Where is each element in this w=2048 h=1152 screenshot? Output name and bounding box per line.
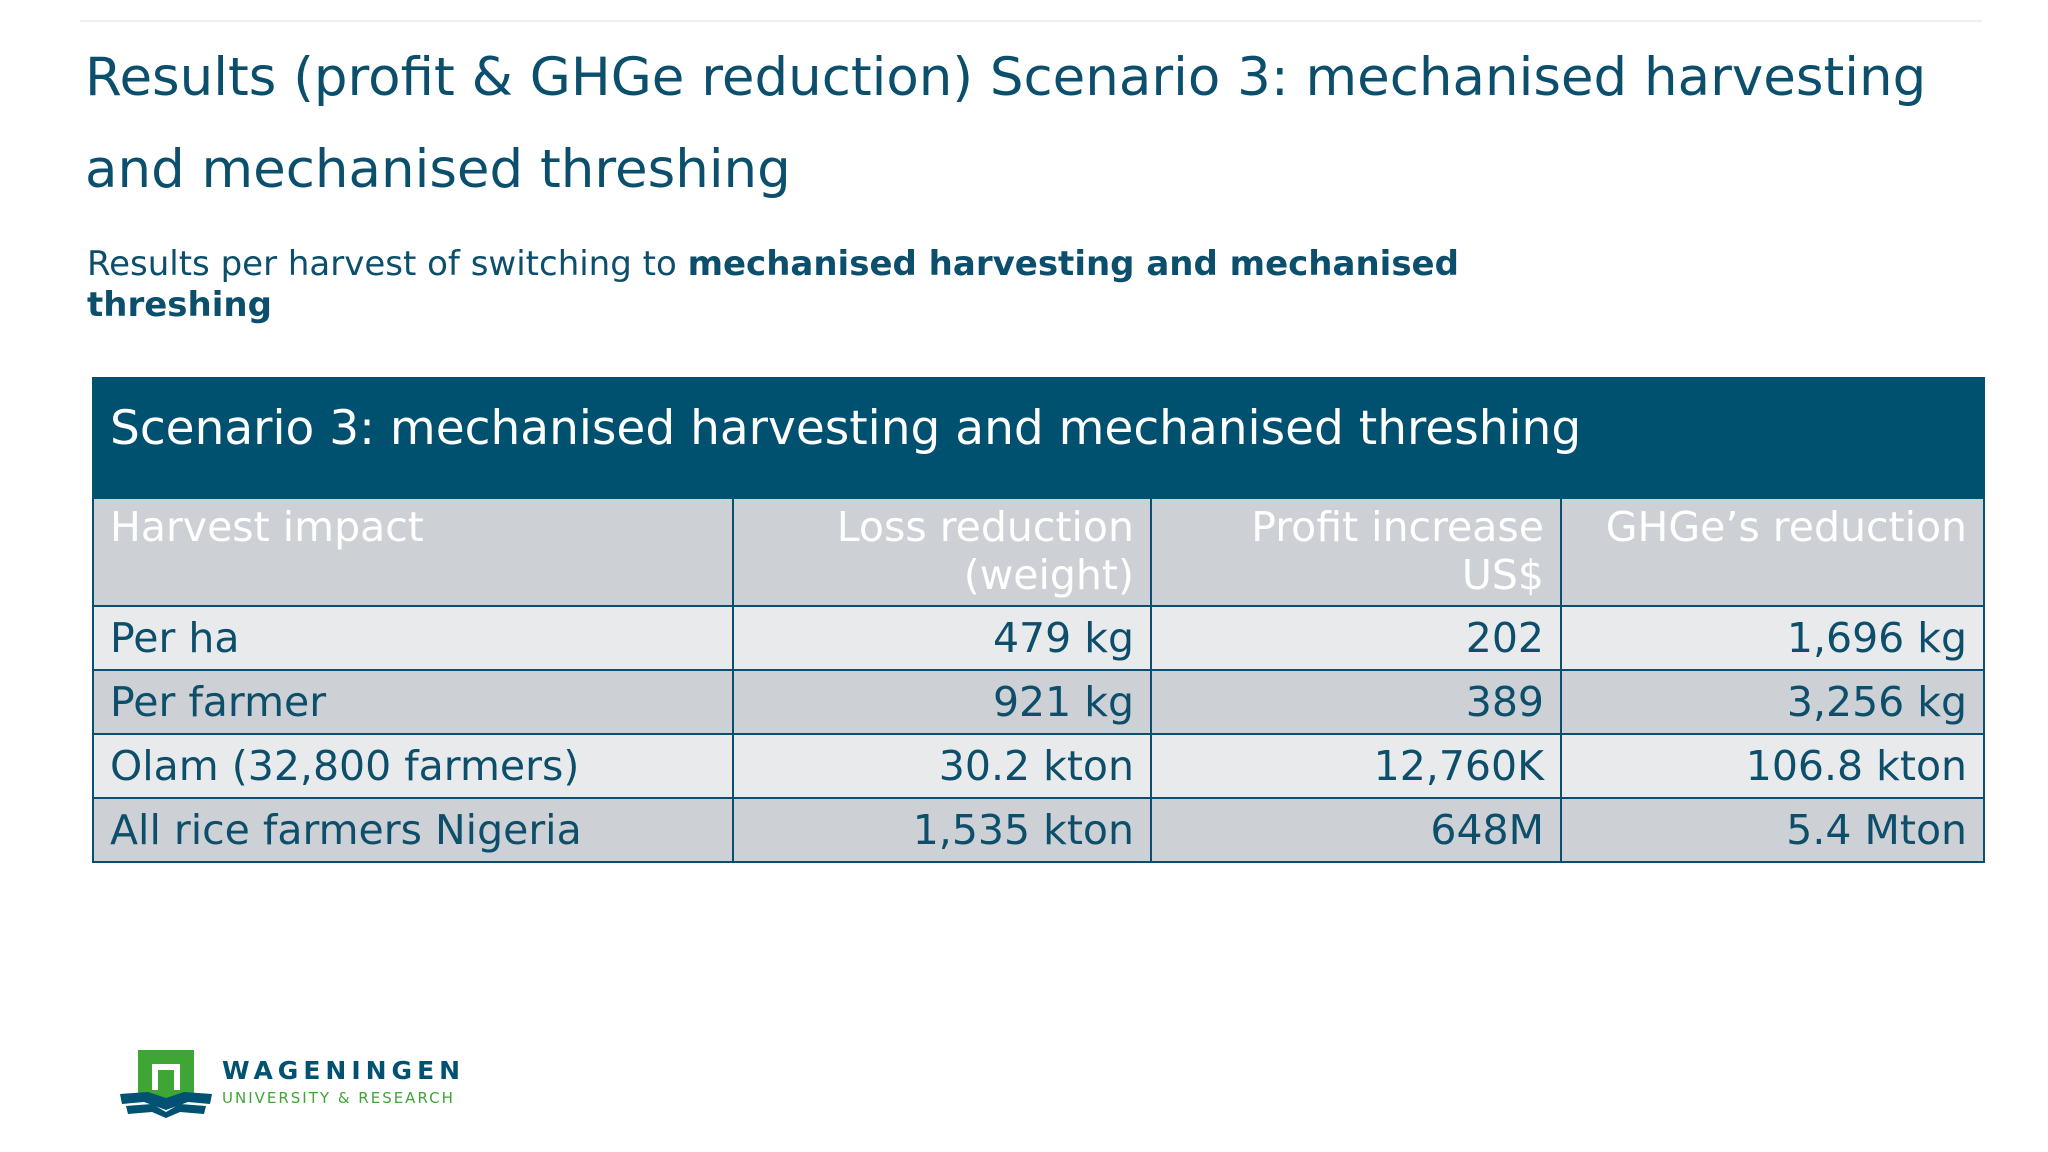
profit-increase-cell: 202 — [1151, 606, 1561, 670]
profit-increase-cell: 12,760K — [1151, 734, 1561, 798]
ghge-reduction-cell: 3,256 kg — [1561, 670, 1984, 734]
ghge-reduction-cell: 5.4 Mton — [1561, 798, 1984, 862]
profit-increase-cell: 648M — [1151, 798, 1561, 862]
row-label: All rice farmers Nigeria — [93, 798, 733, 862]
loss-reduction-cell: 921 kg — [733, 670, 1151, 734]
logo-tagline-text: UNIVERSITY & RESEARCH — [222, 1089, 455, 1107]
logo-name-text: WAGENINGEN — [222, 1056, 466, 1085]
slide-title: Results (profit & GHGe reduction) Scenario 3: mechanised harvesting and mechanised threshing — [85, 47, 1927, 200]
subtitle-bold-text: mechanised harvesting and mechanised threshing — [87, 244, 1459, 325]
wageningen-logo-icon — [118, 1048, 214, 1118]
header-ghge-reduction: GHGe’s reduction — [1561, 498, 1984, 606]
table-caption-row — [93, 378, 1984, 498]
header-loss-reduction: Loss reduction (weight) — [733, 498, 1151, 606]
table-row — [93, 606, 1984, 670]
row-label: Per farmer — [93, 670, 733, 734]
ghge-reduction-cell: 1,696 kg — [1561, 606, 1984, 670]
row-label: Olam (32,800 farmers) — [93, 734, 733, 798]
table-caption: Scenario 3: mechanised harvesting and mechanised threshing — [93, 378, 1984, 498]
subtitle-plain-text: Results per harvest of switching to — [87, 244, 688, 284]
loss-reduction-cell: 479 kg — [733, 606, 1151, 670]
profit-increase-cell: 389 — [1151, 670, 1561, 734]
table-header-row — [93, 498, 1984, 606]
table-row — [93, 798, 1984, 862]
loss-reduction-cell: 30.2 kton — [733, 734, 1151, 798]
top-divider — [80, 20, 1982, 22]
table-row — [93, 734, 1984, 798]
ghge-reduction-cell: 106.8 kton — [1561, 734, 1984, 798]
slide-subtitle — [87, 244, 1587, 326]
header-harvest-impact: Harvest impact — [93, 498, 733, 606]
loss-reduction-cell: 1,535 kton — [733, 798, 1151, 862]
table-row — [93, 670, 1984, 734]
header-profit-increase: Profit increase US$ — [1151, 498, 1561, 606]
wageningen-logo — [118, 1048, 478, 1118]
row-label: Per ha — [93, 606, 733, 670]
results-table — [92, 377, 1985, 863]
